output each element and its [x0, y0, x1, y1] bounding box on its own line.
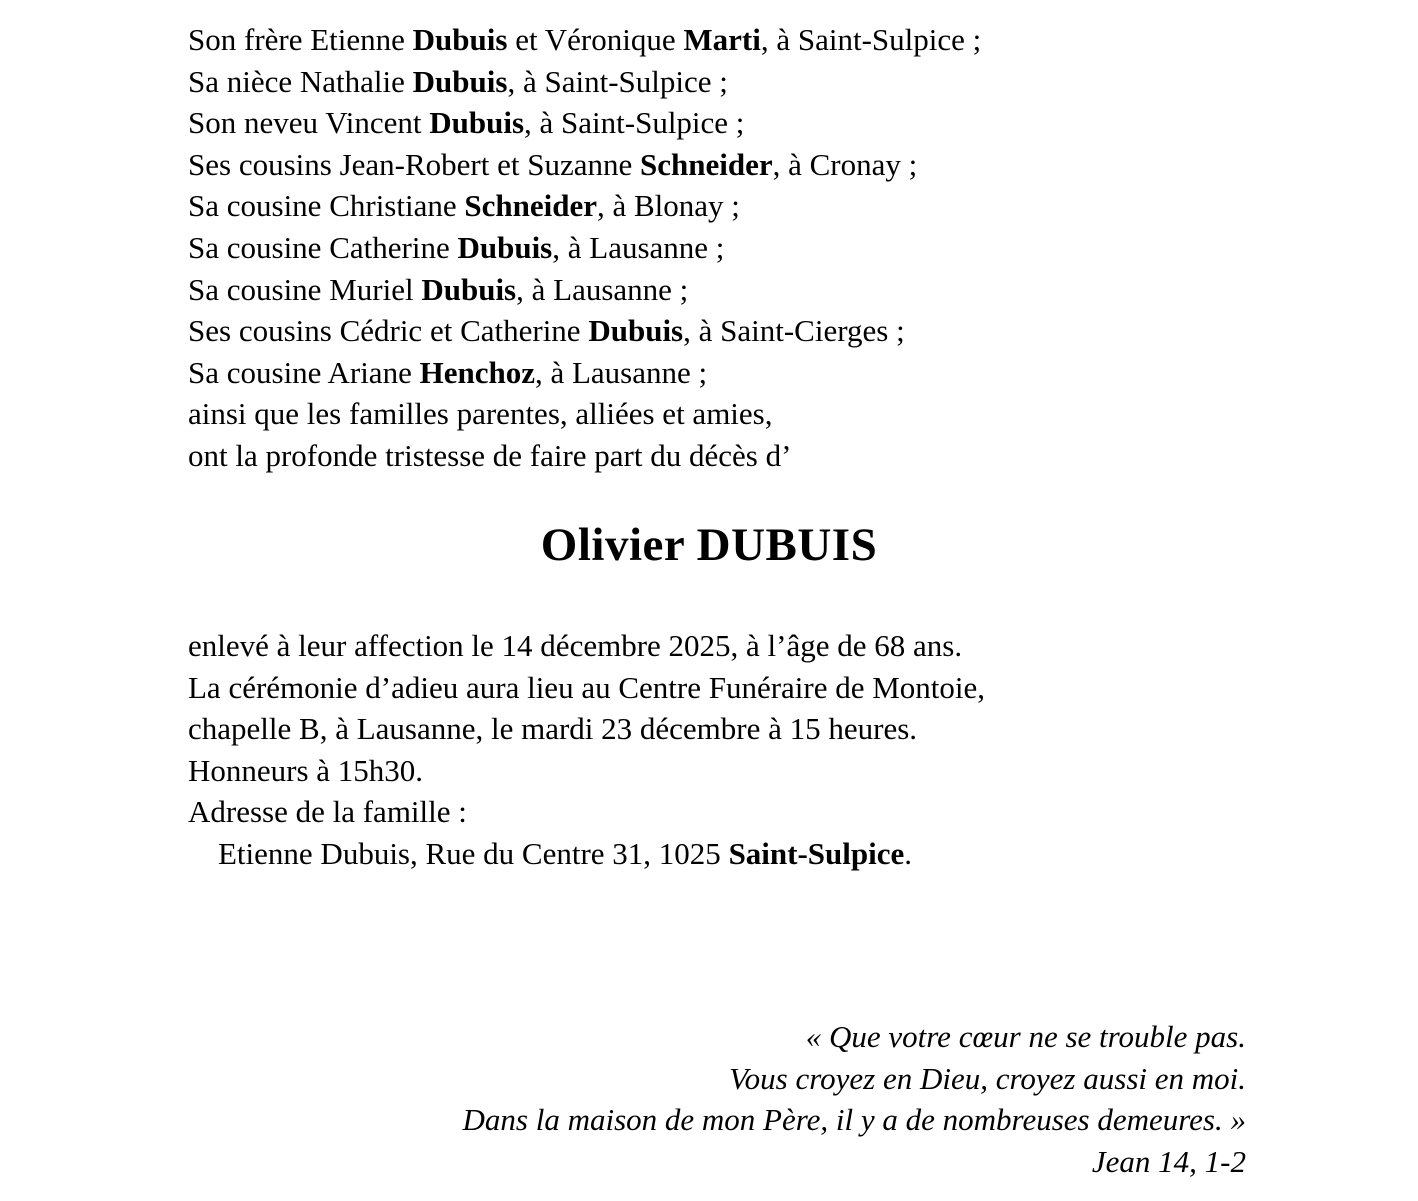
text-segment: Sa cousine Ariane [188, 354, 420, 390]
text-line [188, 61, 981, 103]
text-line [188, 435, 981, 477]
family-name-bold: Saint-Sulpice [728, 835, 905, 871]
text-segment: ainsi que les familles parentes, alliées et amies, [188, 396, 773, 432]
text-line [188, 269, 981, 311]
text-segment: , à Blonay ; [597, 188, 740, 224]
text-segment: Adresse de la famille : [188, 794, 467, 830]
text-segment: Son neveu Vincent [188, 105, 430, 141]
text-segment: , à Lausanne ; [516, 271, 689, 307]
text-segment: Ses cousins Cédric et Catherine [188, 313, 589, 349]
text-line [188, 185, 981, 227]
text-segment: Sa cousine Catherine [188, 229, 458, 265]
family-name-bold: Dubuis [429, 105, 525, 141]
text-segment: chapelle B, à Lausanne, le mardi 23 décembre à 15 heures. [188, 711, 918, 747]
text-line [188, 750, 985, 792]
text-segment: Honneurs à 15h30. [188, 752, 424, 788]
text-line [188, 791, 985, 833]
text-line [188, 227, 981, 269]
text-segment: Dans la maison de mon Père, il y a de nombreuses demeures. » [462, 1102, 1246, 1138]
text-segment: et Véronique [507, 22, 684, 57]
text-segment: , à Lausanne ; [534, 354, 708, 390]
text-line [463, 1141, 1246, 1183]
text-segment: , à Cronay ; [772, 146, 918, 182]
scripture-quote [463, 1016, 1246, 1182]
text-segment: , à Saint-Sulpice ; [507, 63, 728, 99]
text-segment: Ses cousins Jean-Robert et Suzanne [188, 146, 640, 182]
text-segment: La cérémonie d’adieu aura lieu au Centre Funéraire de Montoie, [188, 669, 986, 705]
text-segment: Sa cousine Christiane [188, 188, 465, 224]
text-line [188, 352, 981, 394]
family-name-bold: Henchoz [419, 354, 535, 390]
family-name-bold: Dubuis [588, 313, 684, 349]
family-name-bold: Schneider [464, 188, 597, 224]
family-name-bold: Dubuis [412, 22, 508, 57]
ceremony-details-lines [188, 625, 985, 875]
text-segment: Sa nièce Nathalie [188, 63, 413, 99]
text-segment: enlevé à leur affection le 14 décembre 2025, à l’âge de 68 ans. [188, 628, 963, 663]
text-segment: Son frère Etienne [188, 22, 413, 57]
text-segment: , à Saint-Cierges ; [683, 313, 905, 349]
text-segment: Jean 14, 1-2 [1091, 1143, 1246, 1179]
deceased-name: Olivier DUBUIS [540, 519, 878, 571]
text-line [188, 144, 981, 186]
text-segment: Etienne Dubuis, Rue du Centre 31, 1025 [218, 835, 729, 871]
text-line [463, 1058, 1246, 1100]
text-line [188, 667, 985, 709]
text-segment: Sa cousine Muriel [188, 271, 422, 307]
text-line [188, 833, 985, 875]
text-segment: « Que votre cœur ne se trouble pas. [805, 1019, 1246, 1054]
text-segment: . [904, 835, 913, 871]
text-segment: ont la profonde tristesse de faire part du décès d’ [188, 437, 792, 473]
family-name-bold: Dubuis [421, 271, 517, 307]
text-line [188, 708, 985, 750]
family-name-bold: Dubuis [457, 229, 553, 265]
text-line [188, 102, 981, 144]
text-line [463, 1099, 1246, 1141]
text-line [188, 625, 985, 667]
family-intro-lines [188, 19, 981, 477]
text-line [188, 310, 981, 352]
family-name-bold: Schneider [639, 146, 773, 182]
text-segment: , à Lausanne ; [552, 229, 725, 265]
text-line [463, 1016, 1246, 1058]
text-segment: Vous croyez en Dieu, croyez aussi en moi. [729, 1060, 1246, 1096]
text-segment: , à Saint-Sulpice ; [524, 105, 745, 141]
text-line [188, 393, 981, 435]
family-name-bold: Dubuis [412, 63, 508, 99]
text-line [188, 19, 981, 61]
text-segment: , à Saint-Sulpice ; [760, 22, 982, 57]
family-name-bold: Marti [683, 22, 761, 57]
